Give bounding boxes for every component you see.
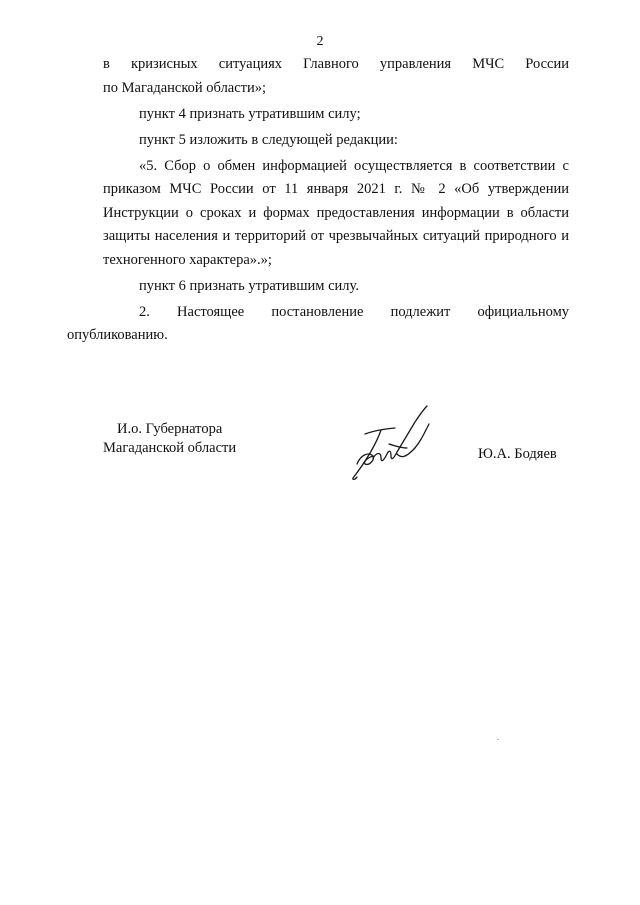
paragraph-continuation [103, 53, 569, 100]
document-body [67, 53, 569, 351]
paragraph-line: 2. Настоящее постановление подлежит официальному [139, 303, 569, 320]
paragraph-line: в кризисных ситуациях Главного управления МЧС России [103, 56, 569, 72]
paragraph-item-4: пункт 4 признать утратившим силу; [139, 105, 361, 122]
signatory-title [103, 420, 236, 458]
paragraph-quoted-edit: «5. Сбор о обмен информацией осуществляется в соответствии с приказом МЧС России от 11 января 2021 г. № 2 «Об утверждении Инструкции о сроках и формах предоставления информации в области защиты населения и территорий от чрезвычайных ситуаций природного и техногенного характера».»; [103, 157, 569, 268]
signatory-title-line: Магаданской области [103, 440, 237, 456]
page-number: 2 [316, 34, 324, 49]
paragraph-publication [67, 301, 569, 348]
paragraph-item-5: пункт 5 изложить в следующей редакции: [139, 131, 398, 148]
signatory-title-line: И.о. Губернатора [117, 421, 223, 437]
signatory-name: Ю.А. Бодяев [478, 446, 557, 462]
paragraph-line: по Магаданской области»; [103, 79, 267, 96]
handwritten-signature [343, 404, 443, 482]
scan-speck [497, 739, 499, 740]
paragraph-item-6: пункт 6 признать утратившим силу. [139, 277, 359, 294]
paragraph-line: опубликованию. [67, 327, 168, 344]
